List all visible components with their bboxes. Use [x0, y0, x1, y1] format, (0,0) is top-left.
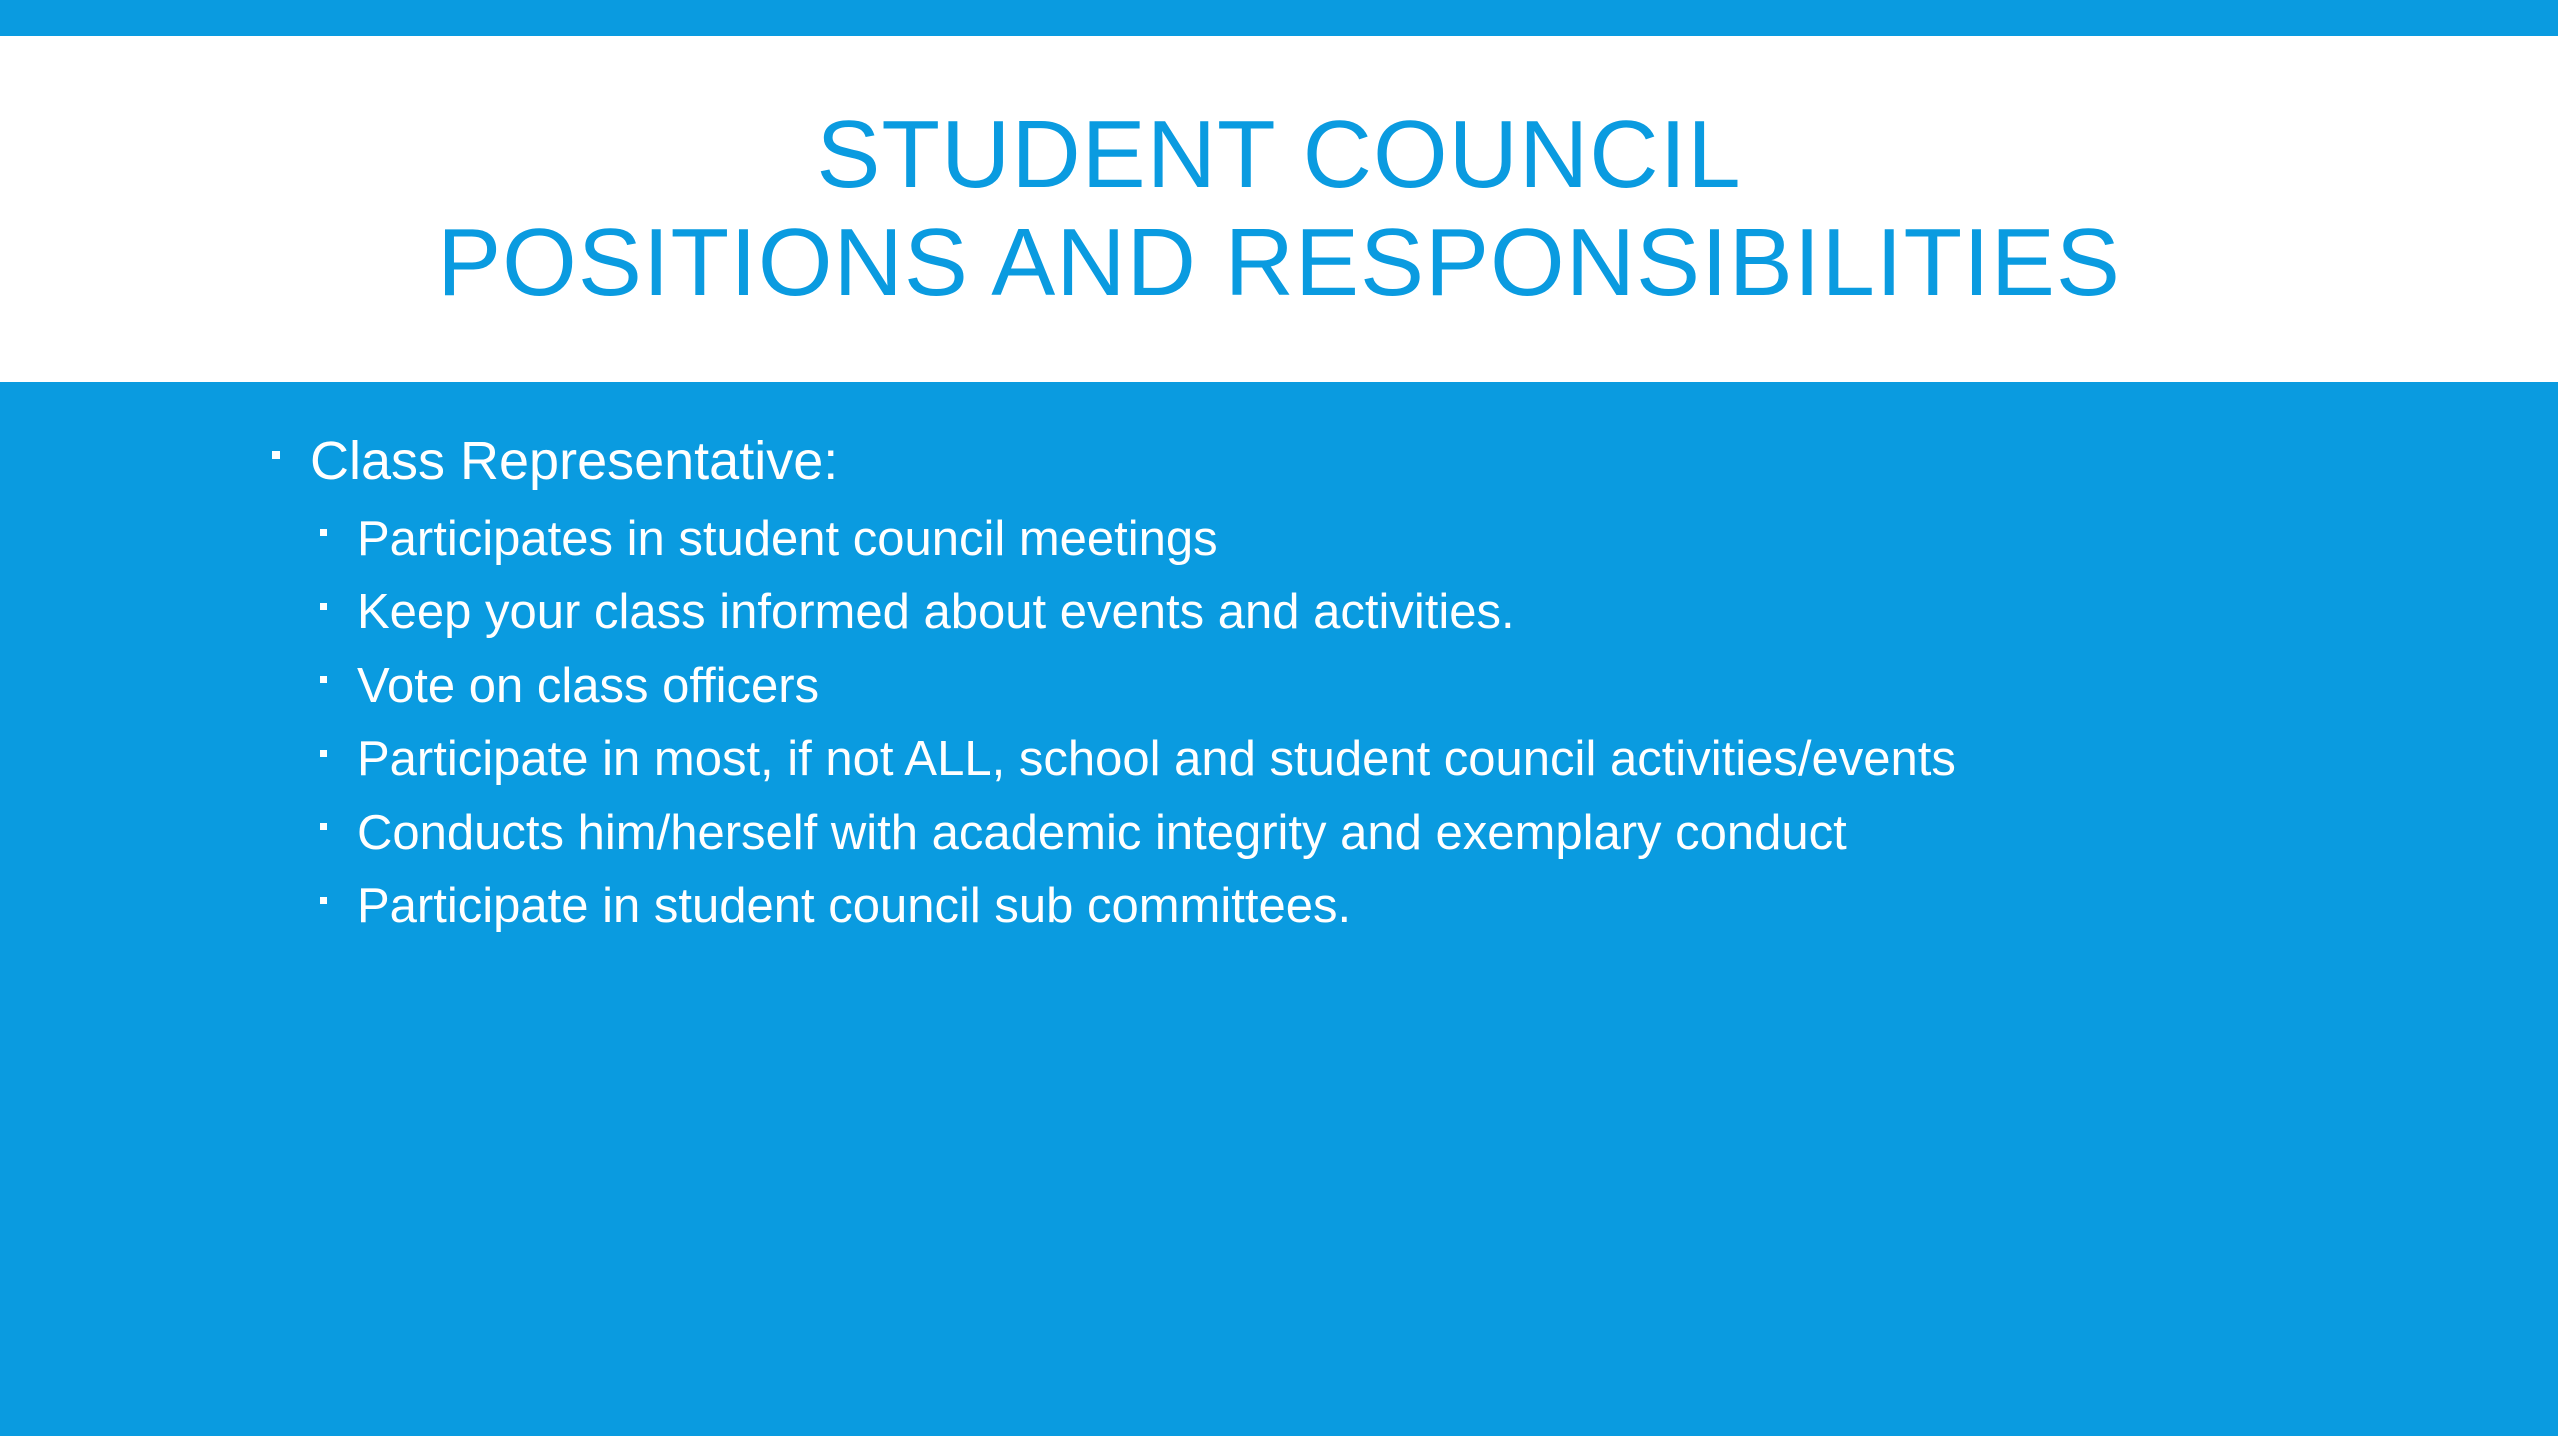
bullet-text: Keep your class informed about events and activities.	[357, 585, 1515, 640]
bullet-square-icon	[320, 897, 327, 904]
bullet-square-icon	[320, 676, 327, 683]
bullet-square-icon	[320, 529, 327, 536]
bullet-text: Participate in most, if not ALL, school and student council activities/events	[357, 732, 1956, 787]
bullet-item	[272, 649, 2372, 723]
bullet-item	[272, 870, 2372, 944]
bullet-text: Participates in student council meetings	[357, 511, 1218, 566]
bullet-square-icon	[320, 823, 327, 830]
bullet-square-icon	[272, 451, 280, 459]
bullet-item	[272, 502, 2372, 576]
content-area	[272, 420, 2372, 943]
slide-title-line-1: STUDENT COUNCIL	[816, 101, 1742, 208]
bullet-text: Participate in student council sub committees.	[357, 879, 1352, 934]
bullet-square-icon	[320, 603, 327, 610]
title-band	[0, 36, 2558, 382]
bullet-item	[272, 796, 2372, 870]
bullet-text: Conducts him/herself with academic integrity and exemplary conduct	[357, 805, 1847, 860]
bullet-item	[272, 576, 2372, 650]
section-heading-item	[272, 420, 2372, 502]
bullet-text: Vote on class officers	[357, 658, 820, 713]
bullet-square-icon	[320, 750, 327, 757]
bullet-item	[272, 723, 2372, 797]
section-heading: Class Representative:	[310, 431, 839, 491]
slide-title-line-2: POSITIONS AND RESPONSIBILITIES	[437, 209, 2121, 316]
